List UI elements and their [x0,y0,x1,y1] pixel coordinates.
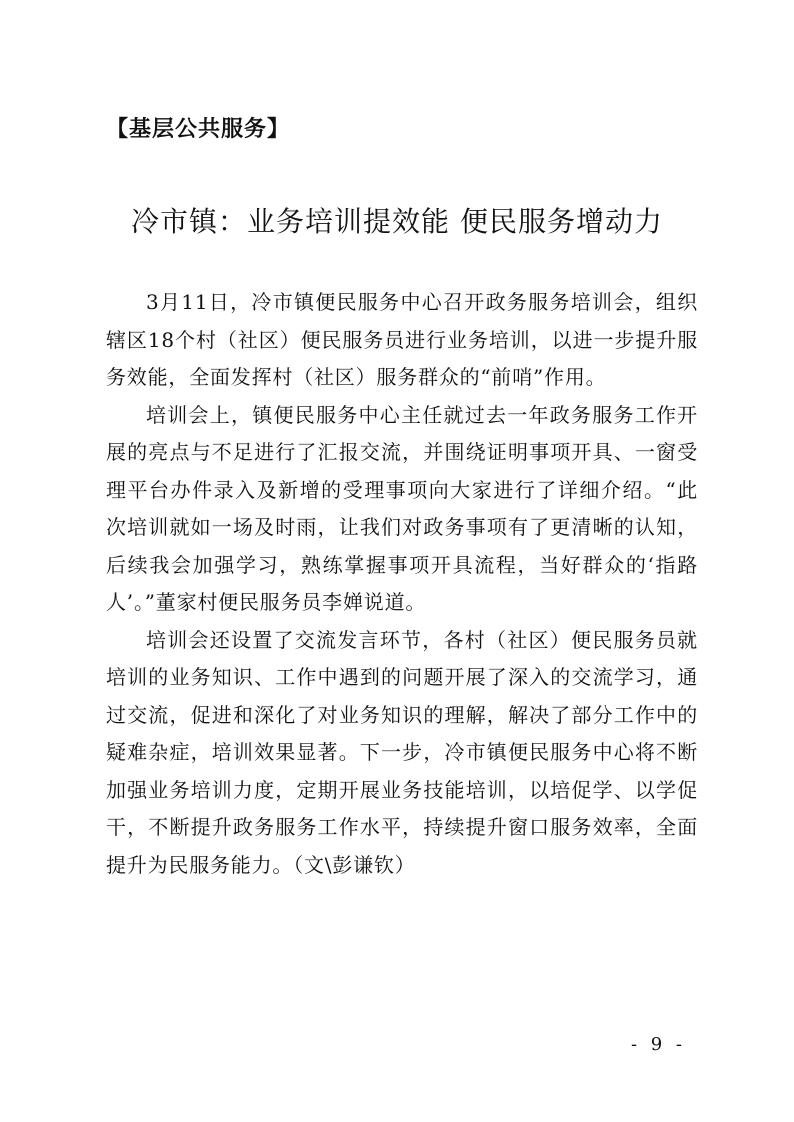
paragraph: 培训会还设置了交流发言环节，各村（社区）便民服务员就培训的业务知识、工作中遇到的问题开展了深入的交流学习，通过交流，促进和深化了对业务知识的理解，解决了部分工作中的疑难杂症，培训效果显著。下一步，冷市镇便民服务中心将不断加强业务培训力度，定期开展业务技能培训，以培促学、以学促干，不断提升政务服务工作水平，持续提升窗口服务效率，全面提升为民服务能力。（文\彭谦钦） [106,627,698,877]
article-body [106,284,698,884]
paragraph: 3月11日，冷市镇便民服务中心召开政务服务培训会，组织辖区18个村（社区）便民服务员进行业务培训，以进一步提升服务效能，全面发挥村（社区）服务群众的“前哨”作用。 [106,290,698,389]
paragraph: 培训会上，镇便民服务中心主任就过去一年政务服务工作开展的亮点与不足进行了汇报交流，并围绕证明事项开具、一窗受理平台办件录入及新增的受理事项向大家进行了详细介绍。“此次培训就如一场及时雨，让我们对政务事项有了更清晰的认知，后续我会加强学习，熟练掌握事项开具流程，当好群众的‘指路人’。”董家村便民服务员李婵说道。 [106,402,698,614]
article-title: 冷市镇：业务培训提效能 便民服务增动力 [131,205,663,238]
page-number: - 9 - [630,1034,686,1055]
section-tag: 【基层公共服务】 [106,117,291,142]
